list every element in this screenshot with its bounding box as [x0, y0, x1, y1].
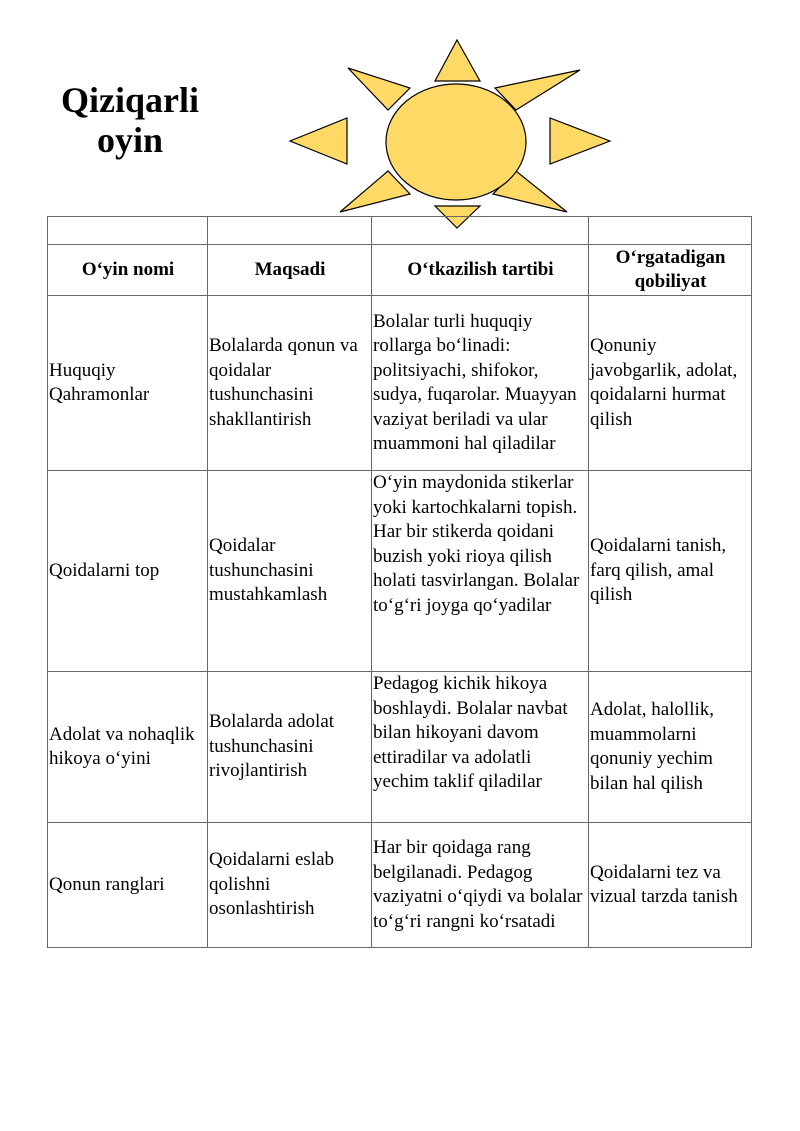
- sun-icon: [290, 38, 610, 228]
- game-name-cell: Huquqiy Qahramonlar: [48, 296, 208, 471]
- procedure-cell: O‘yin maydonida stikerlar yoki kartochkalarni topish. Har bir stikerda qoidani buzish yoki rioya qilish holati tasvirlangan. Bolalar to‘g‘ri joyga qo‘yadilar: [372, 471, 589, 672]
- skill-cell: Qoidalarni tez va vizual tarzda tanish: [589, 823, 752, 948]
- procedure-cell: Har bir qoidaga rang belgilanadi. Pedagog vaziyatni o‘qiydi va bolalar to‘g‘ri rangni ko‘rsatadi: [372, 823, 589, 948]
- game-name-cell: Qoidalarni top: [48, 471, 208, 672]
- skill-cell: Adolat, halollik, muammolarni qonuniy yechim bilan hal qilish: [589, 672, 752, 823]
- table-row: [48, 296, 752, 471]
- sun-disc: [386, 84, 526, 200]
- page-title: Qiziqarli oyin: [61, 80, 199, 160]
- header-game-name: O‘yin nomi: [48, 245, 208, 296]
- sun-ray-2: [348, 68, 410, 110]
- sun-ray-5: [550, 118, 610, 164]
- game-name-cell: Adolat va nohaqlik hikoya o‘yini: [48, 672, 208, 823]
- sun-ray-1: [435, 40, 480, 81]
- goal-cell: Qoidalarni eslab qolishni osonlashtirish: [208, 823, 372, 948]
- procedure-cell: Bolalar turli huquqiy rollarga bo‘linadi: politsiyachi, shifokor, sudya, fuqarolar. Muayyan vaziyat beriladi va ular muammoni hal qiladilar: [372, 296, 589, 471]
- games-table: [47, 216, 752, 948]
- table-row: [48, 823, 752, 948]
- table-row: [48, 471, 752, 672]
- table-cell: [589, 217, 752, 245]
- skill-cell: Qonuniy javobgarlik, adolat, qoidalarni hurmat qilish: [589, 296, 752, 471]
- goal-cell: Bolalarda adolat tushunchasini rivojlantirish: [208, 672, 372, 823]
- header-goal: Maqsadi: [208, 245, 372, 296]
- header-procedure: O‘tkazilish tartibi: [372, 245, 589, 296]
- table-cell: [208, 217, 372, 245]
- table-header-row: [48, 245, 752, 296]
- game-name-cell: Qonun ranglari: [48, 823, 208, 948]
- table-empty-row: [48, 217, 752, 245]
- goal-cell: Bolalarda qonun va qoidalar tushunchasini shakllantirish: [208, 296, 372, 471]
- goal-cell: Qoidalar tushunchasini mustahkamlash: [208, 471, 372, 672]
- skill-cell: Qoidalarni tanish, farq qilish, amal qilish: [589, 471, 752, 672]
- table-cell: [48, 217, 208, 245]
- table-row: [48, 672, 752, 823]
- header-skill: O‘rgatadigan qobiliyat: [589, 245, 752, 296]
- table-cell: [372, 217, 589, 245]
- sun-ray-4: [290, 118, 347, 164]
- procedure-cell: Pedagog kichik hikoya boshlaydi. Bolalar navbat bilan hikoyani davom ettiradilar va adolatli yechim taklif qiladilar: [372, 672, 589, 823]
